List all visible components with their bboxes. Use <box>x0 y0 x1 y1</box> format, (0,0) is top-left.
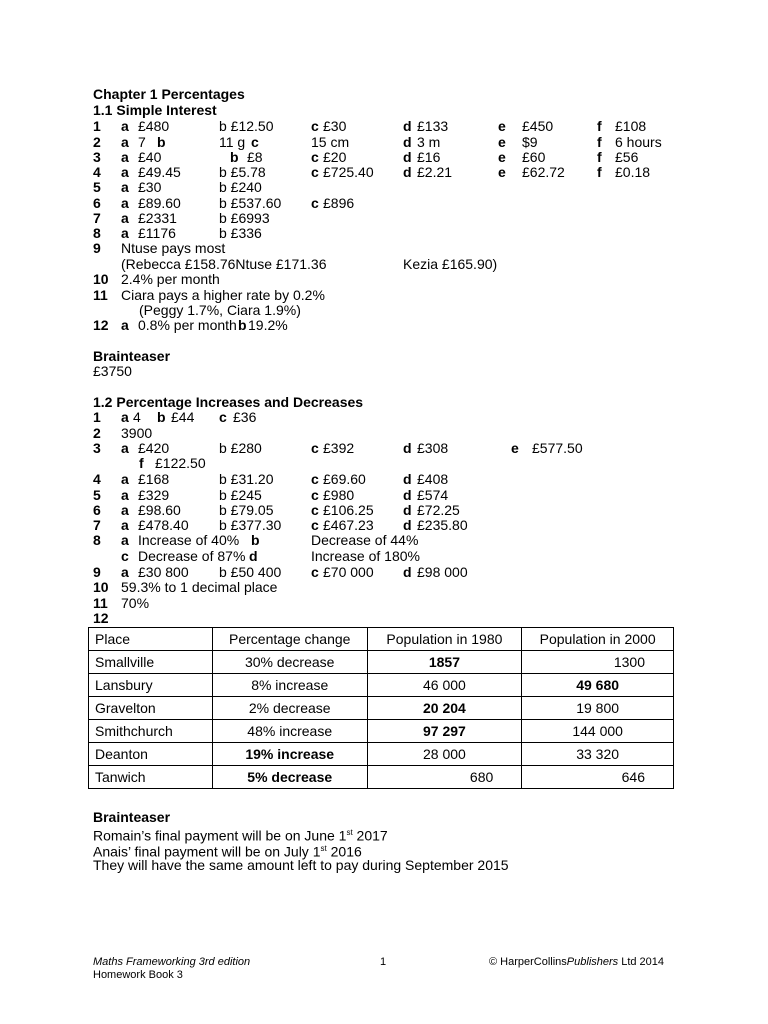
table-header: Population in 1980 <box>367 628 522 651</box>
table-cell: Gravelton <box>89 697 213 720</box>
brainteaser-answer: £3750 <box>93 363 132 379</box>
table-header: Place <box>89 628 213 651</box>
table-row <box>89 720 674 743</box>
table-cell: 144 000 <box>522 720 674 743</box>
page-number: 1 <box>380 956 387 968</box>
table-header: Population in 2000 <box>522 628 674 651</box>
table-row <box>89 697 674 720</box>
chapter-title: Chapter 1 Percentages <box>93 86 245 102</box>
section-title: 1.1 Simple Interest <box>93 102 217 118</box>
table-cell: Deanton <box>89 743 213 766</box>
table-cell: 97 297 <box>367 720 522 743</box>
table-cell: 646 <box>522 766 674 789</box>
table-cell: 49 680 <box>522 674 674 697</box>
brainteaser-line: Anais’ final payment will be on July 1st 2016 <box>93 843 362 860</box>
table-cell: 28 000 <box>367 743 522 766</box>
brainteaser-title: Brainteaser <box>93 348 171 364</box>
footer-copyright: © HarperCollinsPublishers Ltd 2014 <box>489 956 665 968</box>
table-row <box>89 766 674 789</box>
brainteaser-line: Romain’s final payment will be on June 1st 2017 <box>93 827 388 844</box>
footer-homework: Homework Book 3 <box>93 969 183 981</box>
table-cell: 8% increase <box>212 674 367 697</box>
table-cell: 20 204 <box>367 697 522 720</box>
table-cell: 33 320 <box>522 743 674 766</box>
table-cell: 5% decrease <box>212 766 367 789</box>
table-header: Percentage change <box>212 628 367 651</box>
table-cell: 48% increase <box>212 720 367 743</box>
table-cell: 2% decrease <box>212 697 367 720</box>
table-cell: Lansbury <box>89 674 213 697</box>
population-table <box>88 627 674 789</box>
table-header-row <box>89 628 674 651</box>
table-cell: Smithchurch <box>89 720 213 743</box>
table-cell: 680 <box>367 766 522 789</box>
table-cell: 30% decrease <box>212 651 367 674</box>
brainteaser-title: Brainteaser <box>93 809 171 825</box>
table-row <box>89 743 674 766</box>
table-row <box>89 674 674 697</box>
table-cell: 46 000 <box>367 674 522 697</box>
table-cell: 1857 <box>367 651 522 674</box>
brainteaser-line: They will have the same amount left to pay during September 2015 <box>93 857 509 873</box>
table-row <box>89 651 674 674</box>
table-cell: 19% increase <box>212 743 367 766</box>
table-cell: 1300 <box>522 651 674 674</box>
section-title: 1.2 Percentage Increases and Decreases <box>93 394 364 410</box>
table-cell: 19 800 <box>522 697 674 720</box>
footer-book-title: Maths Frameworking 3rd edition <box>93 956 251 968</box>
table-cell: Tanwich <box>89 766 213 789</box>
table-cell: Smallville <box>89 651 213 674</box>
